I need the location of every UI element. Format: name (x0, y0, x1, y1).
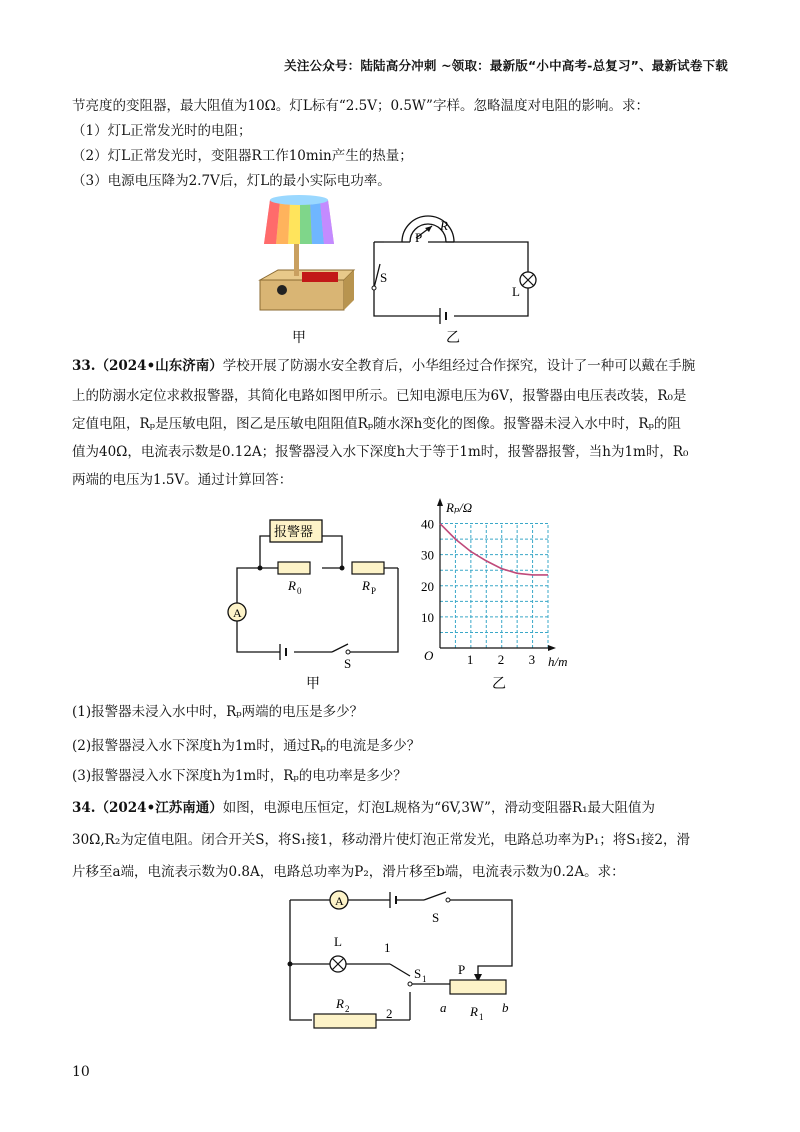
q33-chart (412, 492, 582, 692)
label-S: S (380, 270, 388, 285)
fig-caption-jia: 甲 (292, 331, 306, 346)
svg-text:S: S (432, 910, 440, 925)
y-tick-label: 10 (421, 609, 434, 625)
lamp-photo (260, 195, 354, 310)
svg-text:a: a (440, 1000, 447, 1015)
x-tick-label: 2 (497, 652, 505, 667)
q32-part1: （1）灯L正常发光时的电阻； (72, 123, 252, 139)
q34-line3: 片移至a端，电流表示数为0.8A，电路总功率为P₂，滑片移至b端，电流表示数为0.2A。求： (72, 864, 625, 880)
q33-caption-yi: 乙 (492, 677, 506, 692)
q32-part2: （2）灯L正常发光时，变阻器R工作10min产生的热量； (72, 148, 413, 164)
svg-text:1: 1 (479, 1012, 484, 1022)
svg-text:0: 0 (297, 586, 302, 596)
svg-text:b: b (502, 1000, 509, 1015)
r0-label: R (288, 578, 296, 593)
rp-resistor (352, 562, 384, 574)
label-R: R (440, 218, 448, 233)
chart-xlabel: h/m (548, 654, 568, 669)
svg-text:R: R (470, 1004, 478, 1019)
chart-origin: O (424, 648, 434, 663)
q32-part3: （3）电源电压降为2.7V后，灯L的最小实际电功率。 (72, 173, 391, 189)
svg-text:A: A (233, 606, 242, 620)
svg-text:A: A (335, 894, 344, 908)
q34-circuit (280, 888, 530, 1038)
svg-text:2: 2 (386, 1006, 393, 1021)
label-L: L (512, 284, 520, 299)
q33-sub1: (1)报警器未浸入水中时，Rₚ两端的电压是多少？ (72, 704, 364, 720)
q33-line4: 值为40Ω，电流表示数是0.12A；报警器浸入水下深度h大于等于1m时，报警器报警，当h为1m时，R₀ (72, 444, 689, 460)
q33-line5: 两端的电压为1.5V。通过计算回答： (72, 472, 293, 488)
q32-figure (250, 192, 550, 352)
svg-text:P: P (458, 962, 466, 977)
svg-text:S: S (414, 966, 422, 981)
q34-line2: 30Ω,R₂为定值电阻。闭合开关S，将S₁接1，移动滑片使灯泡正常发光，电路总功率为P₁；将S₁接2，滑 (72, 832, 690, 848)
x-tick-label: 1 (466, 652, 474, 667)
q33-line3: 定值电阻，Rₚ是压敏电阻，图乙是压敏电阻阻值Rₚ随水深h变化的图像。报警器未浸入水中时，Rₚ的阻 (72, 416, 681, 432)
q33-sub3: (3)报警器浸入水下深度h为1m时，Rₚ的电功率是多少？ (72, 768, 407, 784)
label-P: P (415, 230, 423, 245)
x-tick-label: 3 (528, 652, 536, 667)
rp-label: R (362, 578, 370, 593)
page-header: 关注公众号：陆陆高分冲刺 ~领取：最新版“小中高考-总复习”、最新试卷下载 (284, 58, 728, 73)
y-tick-label: 30 (421, 547, 434, 563)
q34-r1 (450, 980, 506, 994)
rp-curve (440, 524, 548, 575)
q33-sub2: (2)报警器浸入水下深度h为1m时，通过Rₚ的电流是多少？ (72, 738, 421, 754)
svg-text:1: 1 (384, 940, 391, 955)
svg-text:L: L (334, 934, 342, 949)
r0-resistor (278, 562, 310, 574)
page-number: 10 (72, 1064, 90, 1080)
chart-ylabel: Rₚ/Ω (446, 500, 473, 515)
alarm-label: 报警器 (274, 524, 314, 539)
svg-text:1: 1 (422, 974, 427, 984)
q34-line1: 34.（2024•江苏南通）如图，电源电压恒定，灯泡L规格为“6V,3W”，滑动变阻器R₁最大阻值为 (72, 800, 656, 816)
q32-circuit (374, 216, 528, 324)
q33-caption-jia: 甲 (306, 677, 320, 692)
svg-text:P: P (371, 586, 377, 596)
q33-switch-label: S (344, 656, 352, 671)
y-tick-label: 20 (421, 578, 434, 594)
svg-text:R: R (336, 996, 344, 1011)
q34-r2 (314, 1014, 376, 1028)
svg-text:2: 2 (345, 1004, 350, 1014)
q33-line1: 33.（2024•山东济南）学校开展了防溺水安全教育后，小华组经过合作探究，设计了一种可以戴在手腕 (72, 358, 696, 374)
q32-intro: 节亮度的变阻器，最大阻值为10Ω。灯L标有“2.5V；0.5W”字样。忽略温度对电阻的影响。求： (72, 98, 649, 114)
q33-circuit (222, 508, 412, 693)
q33-line2: 上的防溺水定位求救报警器，其简化电路如图甲所示。已知电源电压为6V，报警器由电压表改装，R₀是 (72, 388, 687, 404)
fig-caption-yi: 乙 (446, 331, 460, 346)
y-tick-label: 40 (421, 516, 434, 532)
